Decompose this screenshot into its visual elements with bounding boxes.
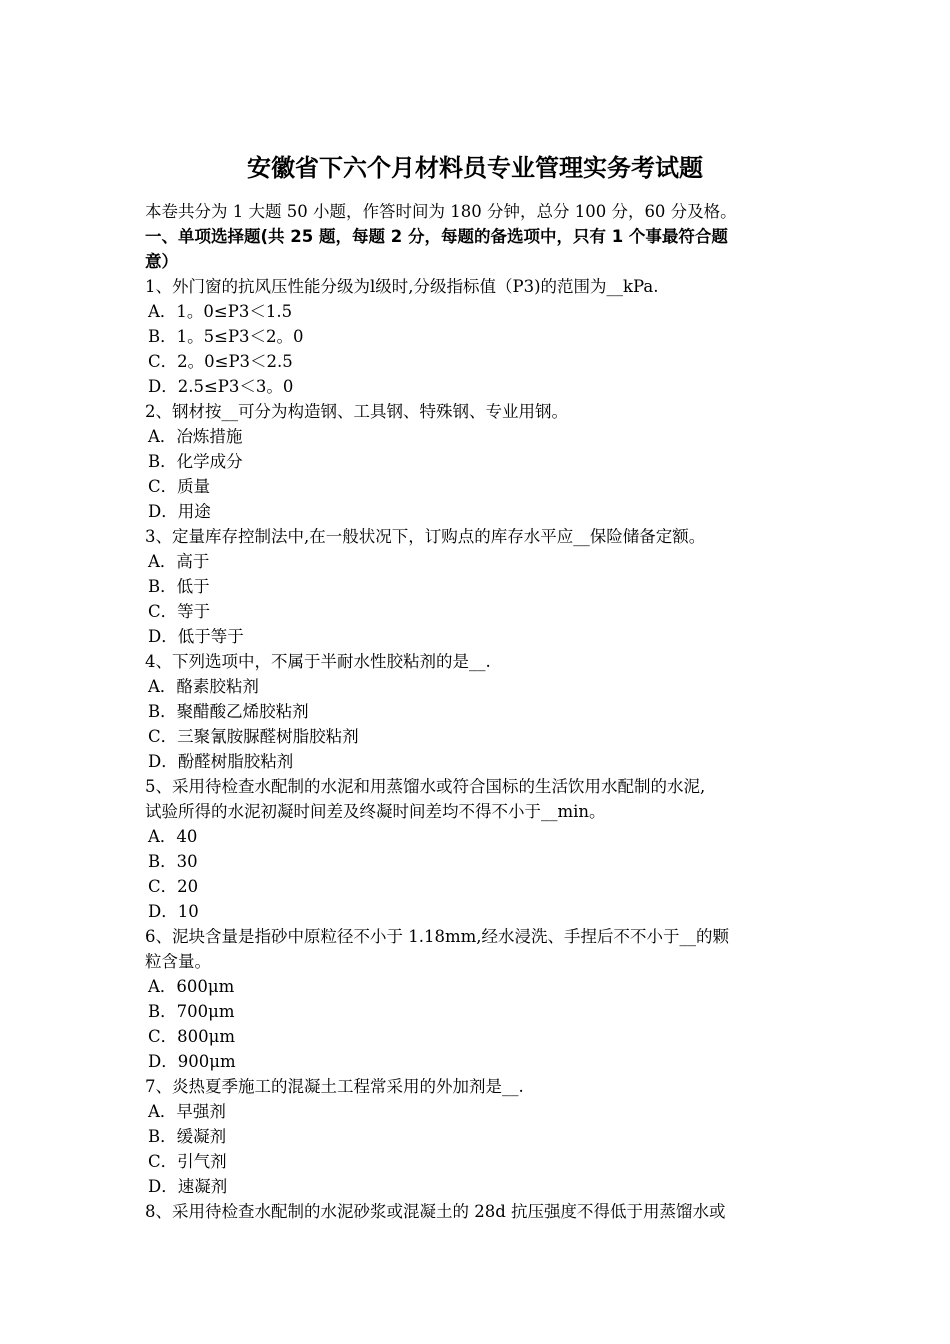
option-c: C．质量 [148,477,211,496]
question-5 [145,774,810,924]
document-title: 安徽省下六个月材料员专业管理实务考试题 [247,154,703,182]
option-c: C．800μm [148,1027,235,1046]
option-c: C．三聚氰胺脲醛树脂胶粘剂 [148,727,359,746]
option-a: A．酪素胶粘剂 [148,677,259,696]
option-c: C．引气剂 [148,1152,227,1171]
option-d: D．用途 [148,502,211,521]
question-6 [145,924,810,1074]
option-d: D．2.5≤P3＜3。0 [148,377,294,396]
option-d: D．酚醛树脂胶粘剂 [148,752,294,771]
question-text-continued: 粒含量。 [145,952,211,971]
question-4 [145,649,810,774]
option-a: A．1。0≤P3＜1.5 [148,302,293,321]
question-text: 3、定量库存控制法中,在一般状况下，订购点的库存水平应__保险储备定额。 [145,527,706,546]
section-heading-line-2: 意） [145,252,178,271]
intro-text: 本卷共分为 1 大题 50 小题，作答时间为 180 分钟，总分 100 分，60 分及格。 [145,202,737,221]
document-body [145,199,810,1224]
question-text: 6、泥块含量是指砂中原粒径不小于 1.18mm,经水浸洗、手捏后不不小于__的颗 [145,927,730,946]
question-2 [145,399,810,524]
question-text: 7、炎热夏季施工的混凝土工程常采用的外加剂是__. [145,1077,524,1096]
option-b: B．化学成分 [148,452,243,471]
question-1 [145,274,810,399]
question-text: 8、采用待检查水配制的水泥砂浆或混凝土的 28d 抗压强度不得低于用蒸馏水或 [145,1202,726,1221]
question-text: 5、采用待检查水配制的水泥和用蒸馏水或符合国标的生活饮用水配制的水泥, [145,777,706,796]
option-c: C．20 [148,877,199,896]
option-a: A．冶炼措施 [148,427,243,446]
question-text-continued: 试验所得的水泥初凝时间差及终凝时间差均不得不小于__min。 [145,802,606,821]
option-a: A．高于 [148,552,210,571]
question-text: 2、钢材按__可分为构造钢、工具钢、特殊钢、专业用钢。 [145,402,568,421]
option-b: B．低于 [148,577,210,596]
option-b: B．700μm [148,1002,235,1021]
option-c: C．2。0≤P3＜2.5 [148,352,293,371]
option-d: D．900μm [148,1052,236,1071]
option-a: A．早强剂 [148,1102,226,1121]
option-b: B．聚醋酸乙烯胶粘剂 [148,702,309,721]
question-7 [145,1074,810,1199]
question-8 [145,1199,810,1224]
option-b: B．1。5≤P3＜2。0 [148,327,304,346]
question-text: 4、下列选项中，不属于半耐水性胶粘剂的是__. [145,652,491,671]
option-d: D．速凝剂 [148,1177,228,1196]
option-b: B．缓凝剂 [148,1127,227,1146]
option-d: D．低于等于 [148,627,244,646]
question-3 [145,524,810,649]
option-b: B．30 [148,852,198,871]
option-c: C．等于 [148,602,211,621]
option-a: A．40 [148,827,198,846]
section-heading-line-1: 一、单项选择题(共 25 题，每题 2 分，每题的备选项中，只有 1 个事最符合题 [145,227,728,246]
option-d: D．10 [148,902,199,921]
option-a: A．600μm [148,977,235,996]
question-text: 1、外门窗的抗风压性能分级为l级时,分级指标值（P3)的范围为__kPa. [145,277,659,296]
